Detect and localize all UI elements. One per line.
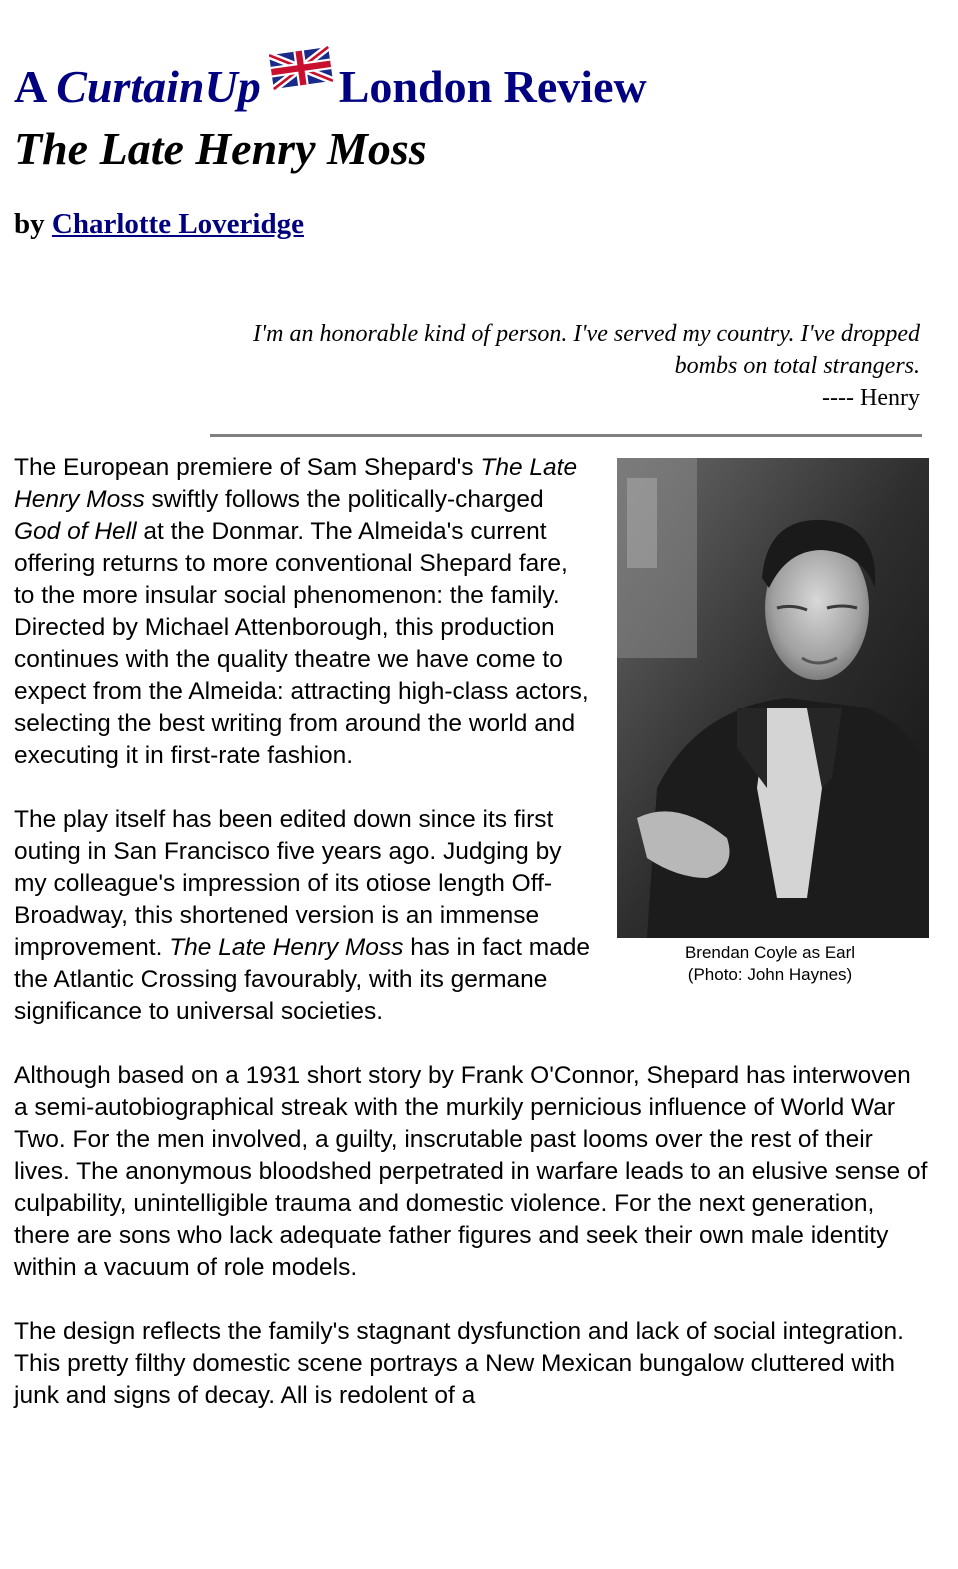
divider bbox=[210, 434, 922, 437]
epigraph-attribution: ---- Henry bbox=[822, 385, 920, 411]
text-run: at the Donmar. The Almeida's current offering returns to more conventional Shepard fare, to the more insular social phenomenon: the family. Directed by Michael Attenborough, this production continues with the quality theatre we have come to expect from the Almeida: attracting high-class actors, selecting the best writing from around the world and executing it in first-rate fashion. bbox=[14, 518, 589, 769]
paragraph-3: Although based on a 1931 short story by Frank O'Connor, Shepard has interwoven a semi-autobiographical streak with the murkily pernicious influence of World War Two. For the men involved, a guilty, inscrutable past looms over the rest of their lives. The anonymous bloodshed perpetrated in warfare leads to an elusive sense of culpability, unintelligible trauma and domestic violence. For the next generation, there are sons who lack adequate father figures and seek their own male identity within a vacuum of role models. bbox=[14, 1062, 928, 1281]
site-name: CurtainUp bbox=[56, 61, 261, 112]
text-run: swiftly follows the politically-charged bbox=[144, 486, 544, 513]
union-jack-flag-icon bbox=[269, 44, 333, 92]
text-run: The European premiere of Sam Shepard's bbox=[14, 454, 481, 481]
review-body bbox=[14, 452, 929, 1444]
paragraph-4: The design reflects the family's stagnant dysfunction and lack of social integration. This pretty filthy domestic scene portrays a New Mexican bungalow cluttered with junk and signs of decay. All is redolent of a bbox=[14, 1318, 904, 1409]
header-prefix: A bbox=[14, 61, 45, 112]
photo-caption bbox=[611, 942, 929, 986]
play-title-italic: God of Hell bbox=[14, 518, 137, 545]
text-run: The play itself has been edited down since its first outing in San Francisco five years ago. Judging by my colleague's impression of its otiose length Off-Broadway, this shortened version is an immense improvement. bbox=[14, 806, 562, 961]
caption-line-1: Brendan Coyle as Earl bbox=[684, 943, 856, 962]
byline-by: by bbox=[14, 208, 45, 240]
epigraph bbox=[236, 318, 920, 414]
site-header bbox=[14, 58, 934, 116]
review-page bbox=[14, 58, 934, 1409]
header-suffix: London Review bbox=[338, 61, 647, 112]
caption-line-2: (Photo: John Haynes) bbox=[687, 965, 853, 984]
epigraph-quote: I'm an honorable kind of person. I've served my country. I've dropped bombs on total strangers. bbox=[252, 321, 920, 379]
play-title-italic: The Late Henry Moss bbox=[14, 454, 578, 513]
play-title-italic: The Late Henry Moss bbox=[169, 934, 404, 961]
byline bbox=[14, 206, 934, 242]
play-title: The Late Henry Moss bbox=[14, 123, 427, 174]
text-run: has in fact made the Atlantic Crossing favourably, with its germane significance to universal societies. bbox=[14, 934, 591, 1025]
photo-figure bbox=[611, 458, 929, 986]
production-photo bbox=[617, 458, 929, 938]
author-link[interactable]: Charlotte Loveridge bbox=[51, 208, 304, 240]
